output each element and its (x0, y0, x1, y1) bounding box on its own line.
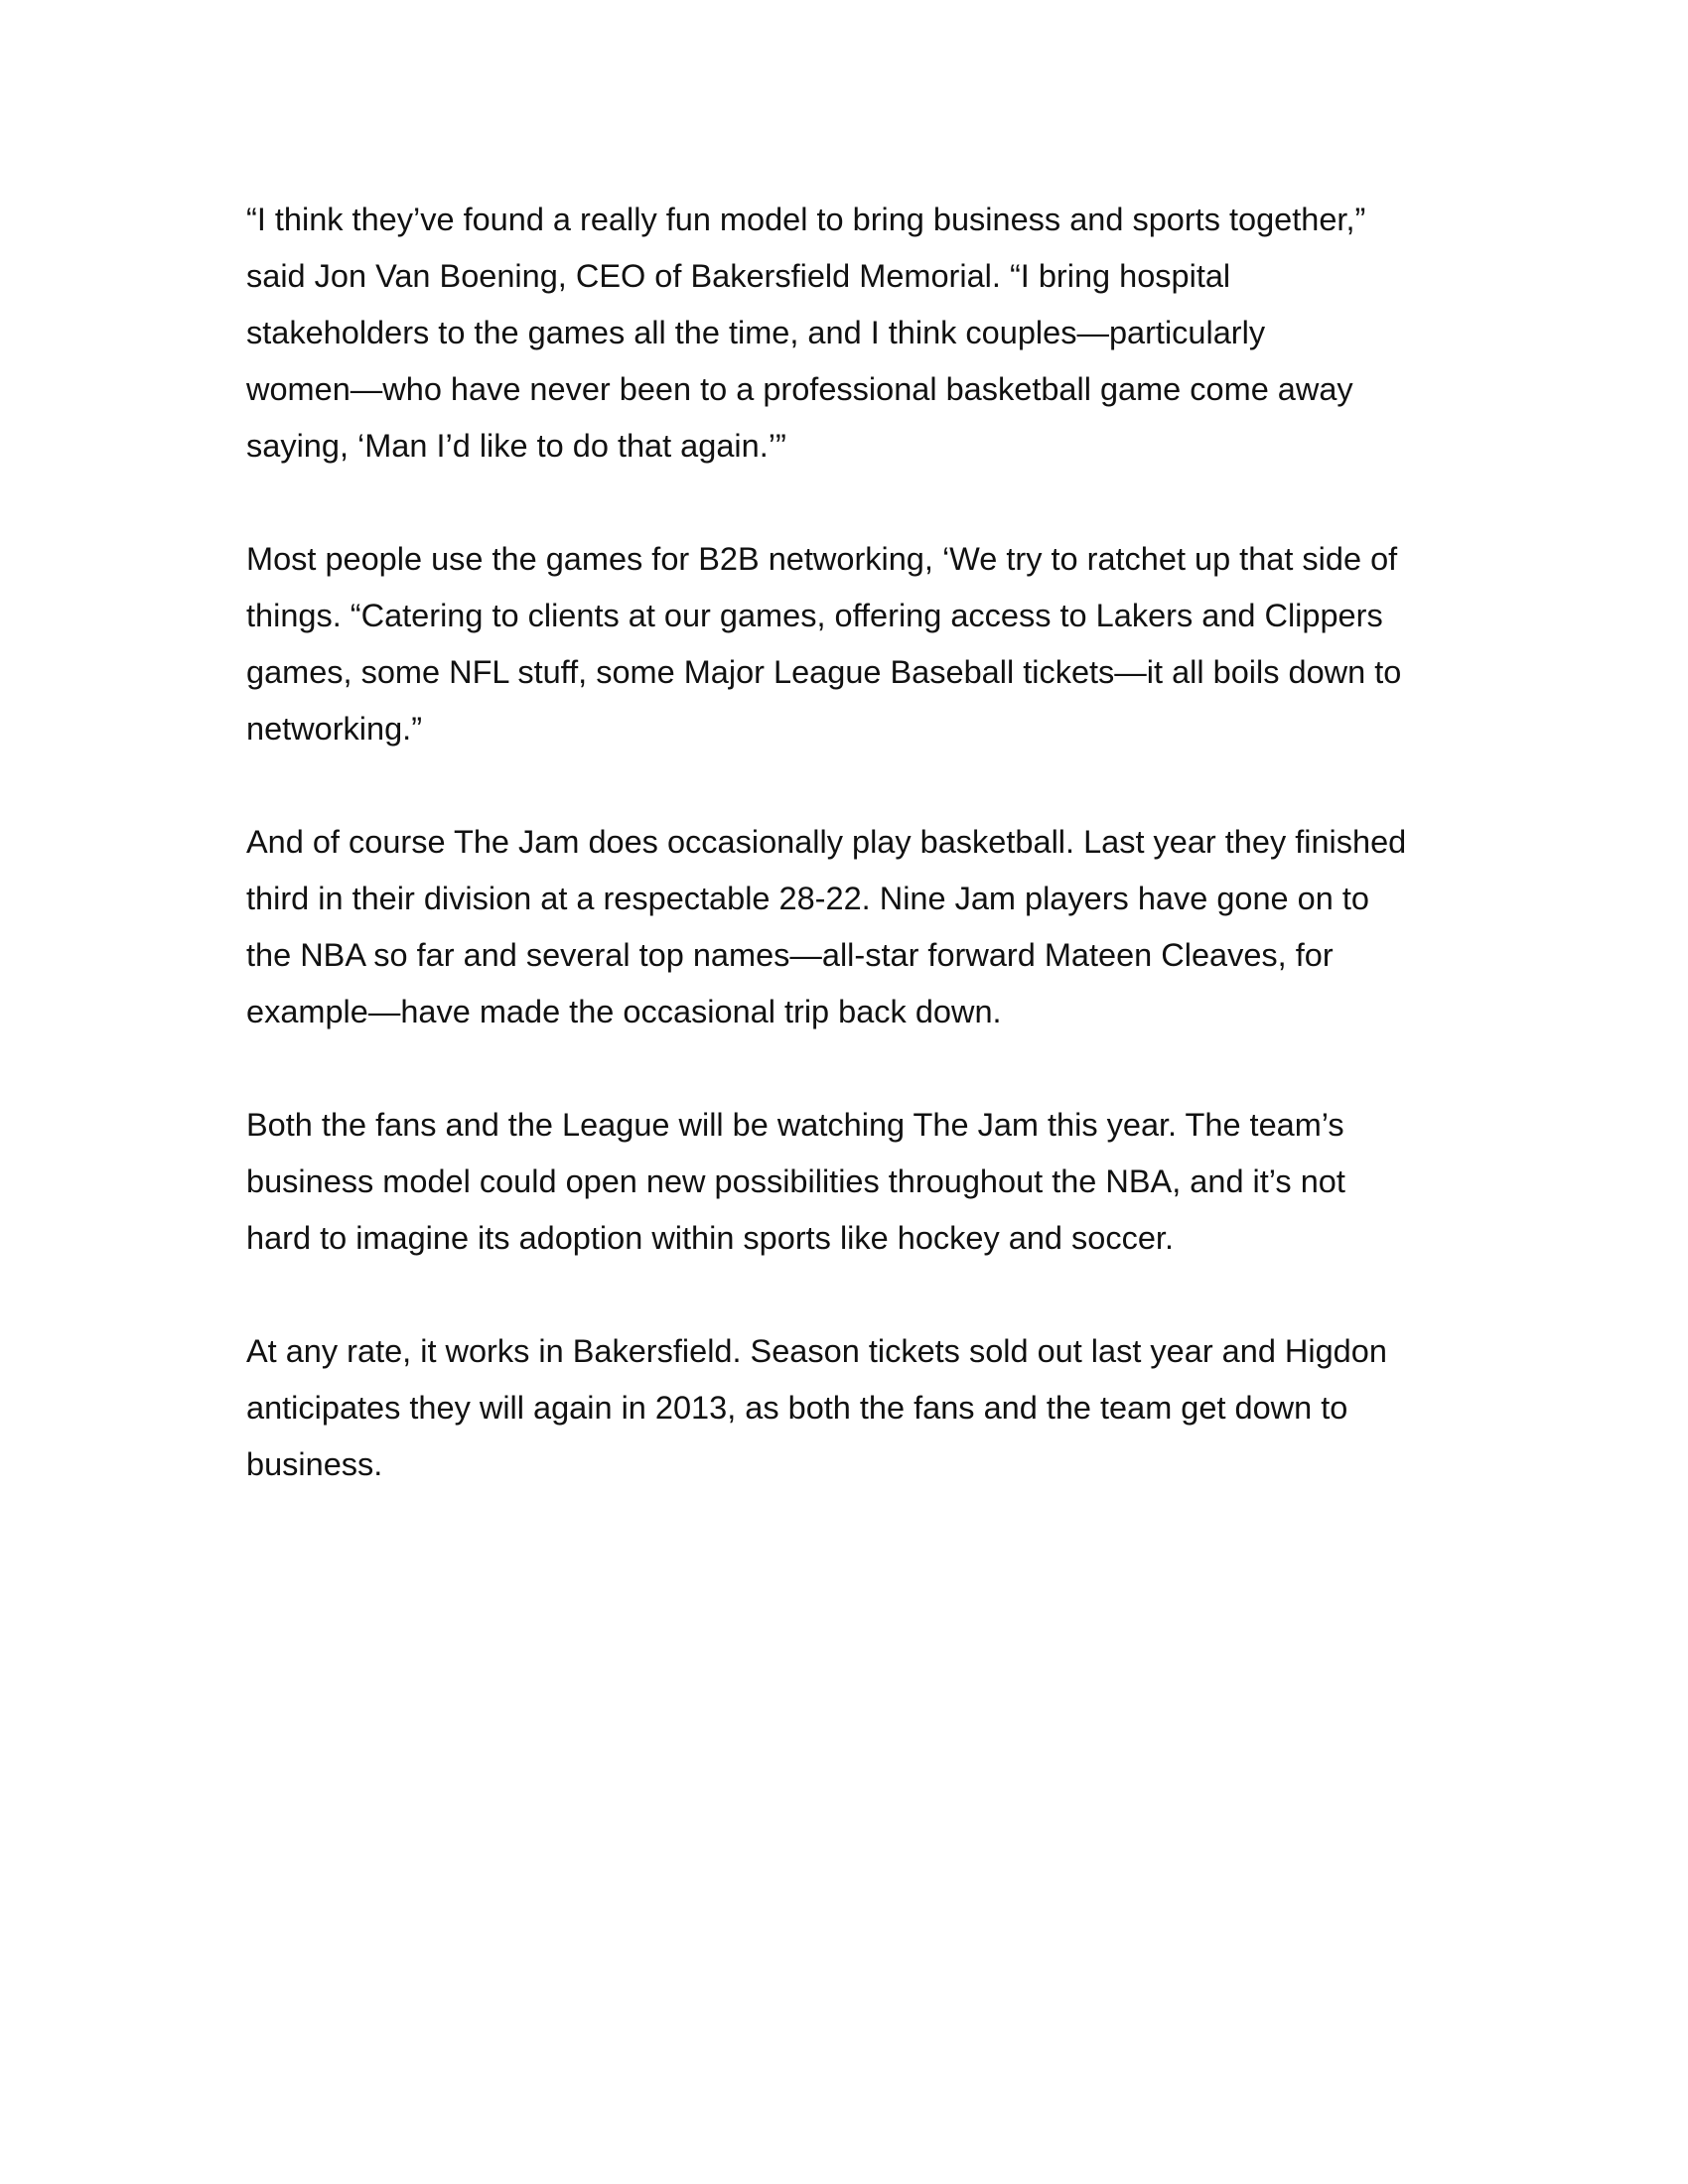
text-line: the NBA so far and several top names—all-star forward Mateen Cleaves, for (246, 937, 1334, 973)
text-line: games, some NFL stuff, some Major League Baseball tickets—it all boils down to (246, 654, 1402, 690)
text-line: networking.” (246, 711, 423, 747)
text-line: Both the fans and the League will be watching The Jam this year. The team’s (246, 1107, 1344, 1143)
text-line: business. (246, 1446, 383, 1482)
text-line: “I think they’ve found a really fun model to bring business and sports together,” (246, 202, 1366, 237)
text-line: stakeholders to the games all the time, and I think couples—particularly (246, 315, 1266, 350)
text-line: third in their division at a respectable 28-22. Nine Jam players have gone on to (246, 881, 1369, 916)
paragraph-basketball-record (246, 814, 1468, 1040)
paragraph-league-watching (246, 1097, 1468, 1267)
text-line: And of course The Jam does occasionally play basketball. Last year they finished (246, 824, 1407, 860)
text-line: anticipates they will again in 2013, as both the fans and the team get down to (246, 1390, 1348, 1426)
text-line: At any rate, it works in Bakersfield. Season tickets sold out last year and Higdon (246, 1333, 1387, 1369)
text-line: Most people use the games for B2B networking, ‘We try to ratchet up that side of (246, 541, 1398, 577)
text-line: said Jon Van Boening, CEO of Bakersfield Memorial. “I bring hospital (246, 258, 1231, 294)
paragraph-season-tickets (246, 1323, 1468, 1493)
paragraph-b2b-networking (246, 531, 1468, 757)
text-line: women—who have never been to a professional basketball game come away (246, 371, 1353, 407)
text-line: things. “Catering to clients at our games, offering access to Lakers and Clippers (246, 598, 1383, 633)
text-line: hard to imagine its adoption within sports like hockey and soccer. (246, 1220, 1174, 1256)
paragraph-van-boening-quote (246, 192, 1468, 475)
text-line: example—have made the occasional trip back down. (246, 994, 1002, 1029)
text-line: business model could open new possibilities throughout the NBA, and it’s not (246, 1163, 1345, 1199)
article-body (246, 192, 1468, 1550)
text-line: saying, ‘Man I’d like to do that again.’” (246, 428, 786, 464)
